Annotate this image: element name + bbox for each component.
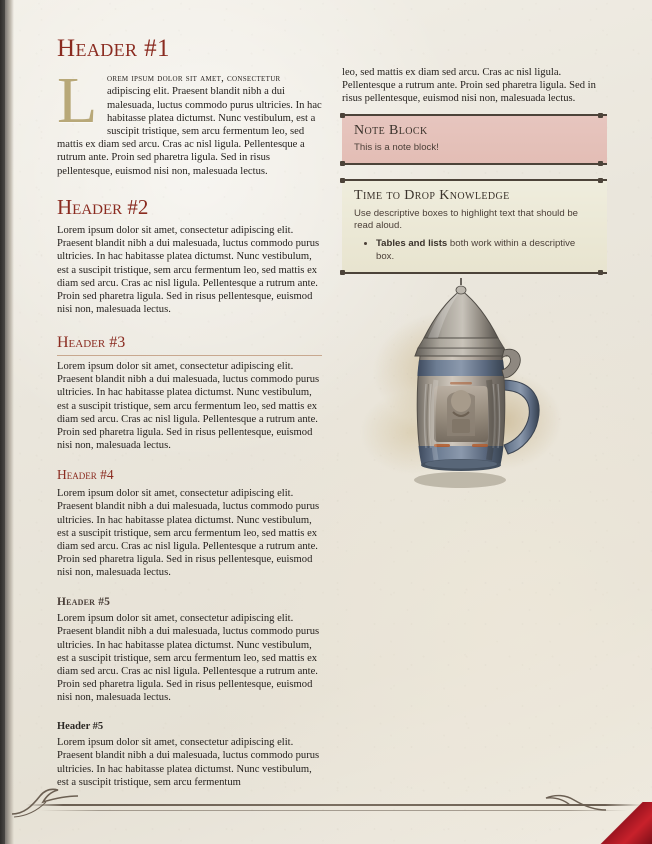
note-block-title: Note Block <box>354 122 428 138</box>
page-left-binding-edge <box>0 0 5 844</box>
paragraph-under-heading-3: Lorem ipsum dolor sit amet, consectetur adipiscing elit. Praesent blandit nibh a dui malesuada, luctus commodo purus ultricies. In hac habitasse platea dictumst. Nunc vestibulum, est a suscipit tristique, sem arcu fermentum leo, sed mattis ex diam sed arcu. Cras ac nisl ligula. Pellentesque a rutrum ante. Proin sed pharetra ligula. Sed in risus pellentesque, euismod nisi non, malesuada lectus. <box>57 360 320 452</box>
paragraph-under-heading-4: Lorem ipsum dolor sit amet, consectetur adipiscing elit. Praesent blandit nibh a dui malesuada, luctus commodo purus ultricies. In hac habitasse platea dictumst. Nunc vestibulum, est a suscipit tristique, sem arcu fermentum leo, sed mattis ex diam sed arcu. Cras ac nisl ligula. Pellentesque a rutrum ante. Proin sed pharetra ligula. Sed in risus pellentesque, euismod nisi non, malesuada lectus. <box>57 488 320 579</box>
intro-lead-text: orem ipsum dolor sit amet, consectetur <box>107 73 281 85</box>
descriptive-block-title: Time to Drop Knowledge <box>354 187 510 203</box>
heading-6: Header #5 <box>57 720 104 732</box>
note-block <box>342 114 607 165</box>
drop-cap-letter: L <box>57 64 98 138</box>
beer-stein-drawing <box>352 268 602 518</box>
heading-4: Header #4 <box>57 467 114 483</box>
heading-5: Header #5 <box>57 595 111 608</box>
drop-cap <box>57 64 103 138</box>
descriptive-block-text: Use descriptive boxes to highlight text that should be read aloud. <box>354 207 578 232</box>
heading-2: Header #2 <box>57 194 149 219</box>
list-item <box>376 238 595 263</box>
list-item-rest: both work within a descriptive box. <box>376 238 576 262</box>
descriptive-block-list <box>354 238 595 263</box>
note-block-text: This is a note block! <box>354 141 439 153</box>
paragraph-under-heading-5: Lorem ipsum dolor sit amet, consectetur adipiscing elit. Praesent blandit nibh a dui malesuada, luctus commodo purus ultricies. In hac habitasse platea dictumst. Nunc vestibulum, est a suscipit tristique, sem arcu fermentum leo, sed mattis ex diam sed arcu. Cras ac nisl ligula. Pellentesque a rutrum ante. Proin sed pharetra ligula. Sed in risus pellentesque, euismod nisi non, malesuada lectus. <box>57 613 320 704</box>
intro-paragraph-block <box>57 64 322 178</box>
beer-stein-illustration <box>352 268 602 518</box>
intro-rest-text: adipiscing elit. Praesent blandit nibh a dui malesuada, luctus commodo purus ultricies. In hac habitasse platea dictumst. Nunc vestibulum, est a suscipit tristique, sem arcu fermentum leo, sed mattis ex diam sed arcu. Cras ac nisl ligula. Pellentesque a rutrum ante. Proin sed pharetra ligula. Sed in risus pellentesque, euismod nisi non, malesuada lectus. <box>57 86 322 177</box>
footer-flourish-left-icon <box>10 784 80 820</box>
list-item-strong: Tables and lists <box>376 238 448 250</box>
paragraph-under-heading-6: Lorem ipsum dolor sit amet, consectetur adipiscing elit. Praesent blandit nibh a dui malesuada, luctus commodo purus ultricies. In hac habitasse platea dictumst. Nunc vestibulum, est a suscipit tristique, sem arcu fermentum <box>57 737 320 788</box>
page-title: Header #1 <box>57 35 170 62</box>
continued-paragraph: leo, sed mattis ex diam sed arcu. Cras ac nisl ligula. Pellentesque a rutrum ante. Proin sed pharetra ligula. Sed in risus pellentesque, euismod nisi non, malesuada lectus. <box>342 67 596 105</box>
descriptive-block <box>342 179 607 275</box>
heading-3: Header #3 <box>57 334 322 356</box>
footer-corner-accent <box>598 802 652 844</box>
left-text-column <box>57 36 322 797</box>
right-text-column <box>342 66 607 288</box>
paragraph-under-heading-2: Lorem ipsum dolor sit amet, consectetur adipiscing elit. Praesent blandit nibh a dui malesuada, luctus commodo purus ultricies. In hac habitasse platea dictumst. Nunc vestibulum, est a suscipit tristique, sem arcu fermentum leo, sed mattis ex diam sed arcu. Cras ac nisl ligula. Pellentesque a rutrum ante. Proin sed pharetra ligula. Sed in risus pellentesque, euismod nisi non, malesuada lectus. <box>57 224 320 316</box>
